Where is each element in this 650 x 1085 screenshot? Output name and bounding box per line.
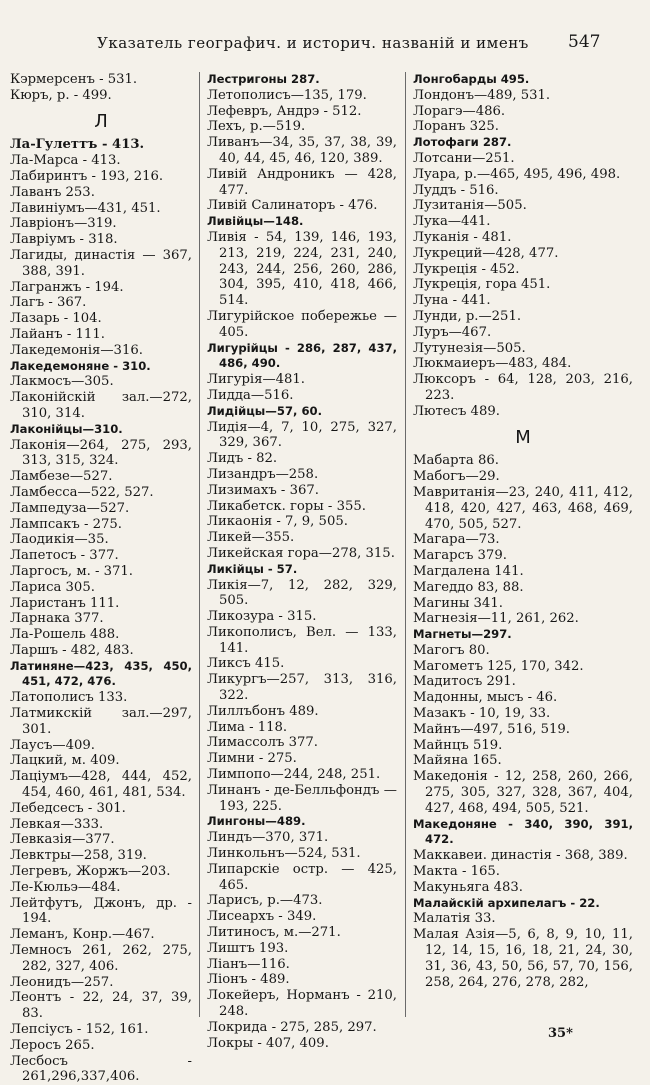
index-entry: Ларгосъ, м. - 371. <box>10 563 133 579</box>
index-entry: Локейеръ, Норманъ - 210, 248. <box>207 988 397 1020</box>
index-entry: Ликаонія - 7, 9, 505. <box>207 514 348 530</box>
index-entry: Лакмосъ—305. <box>10 374 114 390</box>
index-entry: Ліанъ—116. <box>207 956 290 972</box>
column-divider <box>405 72 406 1017</box>
index-entry: Майнцъ 519. <box>413 737 503 753</box>
index-entry: Ликургъ—257, 313, 316, 322. <box>207 672 397 704</box>
index-entry: Майяна 165. <box>413 753 502 769</box>
index-entry: Магнезія—11, 261, 262. <box>413 611 579 627</box>
index-entry: Леонидъ—257. <box>10 974 114 990</box>
index-entry: Ла-Рошель 488. <box>10 627 120 643</box>
column-divider <box>199 72 200 1017</box>
index-entry: Лавріонъ—319. <box>10 216 117 232</box>
index-entry: Македонія - 12, 258, 260, 266, 275, 305, 327, 328, 367, 404, 427, 468, 494, 505, 521. <box>413 769 633 816</box>
index-entry: Лотсани—251. <box>413 150 515 166</box>
index-entry: Литиносъ, м.—271. <box>207 925 341 941</box>
index-entry: Лукреций—428, 477. <box>413 245 559 261</box>
index-entry: Линдъ—370, 371. <box>207 830 329 846</box>
index-entry: Ликейская гора—278, 315. <box>207 545 395 561</box>
index-entry: Луддъ - 516. <box>413 182 499 198</box>
index-entry: Ламбесса—522, 527. <box>10 484 154 500</box>
index-entry: Лунди, р.—251. <box>413 308 522 324</box>
index-entry: Лесбосъ - 261,296,337,406. <box>10 1053 192 1085</box>
index-entry: Ливій Салинаторъ - 476. <box>207 198 378 214</box>
index-entry: Люксоръ - 64, 128, 203, 216, 223. <box>413 372 633 403</box>
index-entry: Ливійцы—148. <box>207 214 304 229</box>
index-entry: Лидійцы—57, 60. <box>207 403 322 418</box>
index-entry: Магарсъ 379. <box>413 548 507 564</box>
index-entry: Лазарь - 104. <box>10 311 102 327</box>
index-entry: Мавританія—23, 240, 411, 412, 418, 420, 427, 463, 468, 469, 470, 505, 527. <box>413 484 633 532</box>
index-entry: Лебедсесъ - 301. <box>10 800 126 816</box>
index-entry: Лингоны—489. <box>207 814 306 829</box>
index-entry: Луръ—467. <box>413 324 492 340</box>
index-entry: Ликополисъ, Вел. — 133, 141. <box>207 624 397 656</box>
index-entry: Лима - 118. <box>207 719 288 735</box>
index-entry: Лукреція, гора 451. <box>413 277 551 293</box>
index-entry: Лутунезія—505. <box>413 340 526 356</box>
index-entry: Лацкий, м. 409. <box>10 753 120 769</box>
index-entry: Леонтъ - 22, 24, 37, 39, 83. <box>10 990 192 1022</box>
index-entry: Магометъ 125, 170, 342. <box>413 658 584 674</box>
index-entry: Линанъ - де-Белльфондъ — 193, 225. <box>207 782 397 814</box>
index-column-3 <box>413 72 633 990</box>
index-entry: Латиняне—423, 435, 450, 451, 472, 476. <box>10 658 192 689</box>
index-entry: Малайскій архипелагъ - 22. <box>413 895 600 910</box>
index-entry: Лидія—4, 7, 10, 275, 327, 329, 367. <box>207 419 397 451</box>
index-entry: Лагиды, династія — 367, 388, 391. <box>10 247 192 279</box>
index-entry: Лидъ - 82. <box>207 451 278 467</box>
index-entry: Макуньяга 483. <box>413 879 523 895</box>
index-entry: Маккавеи. династія - 368, 389. <box>413 848 628 864</box>
index-entry: Кюръ, р. - 499. <box>10 87 112 103</box>
signature-mark: 35* <box>548 1026 573 1041</box>
index-entry: Лехъ, р.—519. <box>207 119 306 135</box>
index-entry: Кэрмерсенъ - 531. <box>10 72 138 87</box>
index-entry: Липарскіе остр. — 425, 465. <box>207 861 397 893</box>
index-entry: Луканія - 481. <box>413 229 512 245</box>
index-entry: Луара, р.—465, 495, 496, 498. <box>413 166 621 182</box>
index-entry: Ларшъ - 482, 483. <box>10 642 134 658</box>
index-entry: Ле-Кюльэ—484. <box>10 879 121 895</box>
section-letter: Л <box>94 110 108 132</box>
index-entry: Лайанъ - 111. <box>10 326 105 342</box>
index-entry: Магнеты—297. <box>413 627 512 642</box>
index-entry: Локры - 407, 409. <box>207 1035 329 1051</box>
index-entry: Лавиніумъ—431, 451. <box>10 200 161 216</box>
index-entry: Лампедуза—527. <box>10 500 130 516</box>
index-entry: Лотофаги 287. <box>413 135 512 150</box>
index-entry: Магогъ 80. <box>413 642 490 658</box>
index-entry: Лоранъ 325. <box>413 119 499 135</box>
index-entry: Лонгобарды 495. <box>413 72 530 86</box>
index-entry: Лимассолъ 377. <box>207 735 318 751</box>
index-entry: Ла-Гулеттъ - 413. <box>10 137 145 153</box>
index-entry: Лизандръ—258. <box>207 466 319 482</box>
index-entry: Ларисъ, р.—473. <box>207 893 323 909</box>
index-entry: Ла-Марса - 413. <box>10 153 121 169</box>
index-entry: Лукреція - 452. <box>413 261 520 277</box>
index-entry: Лорагэ—486. <box>413 103 506 119</box>
index-entry: Лаодикія—35. <box>10 532 109 548</box>
index-entry: Лейтфутъ, Джонъ, др. - 194. <box>10 895 192 927</box>
index-entry: Лапетосъ - 377. <box>10 548 119 564</box>
index-entry: Лука—441. <box>413 214 491 230</box>
index-entry: Лагранжъ - 194. <box>10 279 124 295</box>
index-entry: Лизимахъ - 367. <box>207 482 319 498</box>
index-entry: Ларнака 377. <box>10 611 104 627</box>
index-entry: Макта - 165. <box>413 864 500 880</box>
index-entry: Ликсъ 415. <box>207 656 285 672</box>
index-entry: Люкмаиеръ—483, 484. <box>413 356 572 372</box>
index-entry: Леманъ, Конр.—467. <box>10 927 155 943</box>
index-entry: Мабогъ—29. <box>413 469 500 485</box>
index-entry: Лигурійцы - 286, 287, 437, 486, 490. <box>207 340 397 371</box>
index-entry: Мазакъ - 10, 19, 33. <box>413 706 551 722</box>
index-entry: Лепсіусъ - 152, 161. <box>10 1022 149 1038</box>
index-entry: Ликозура - 315. <box>207 609 317 625</box>
index-entry: Македоняне - 340, 390, 391, 472. <box>413 816 633 847</box>
index-entry: Лондонъ—489, 531. <box>413 87 551 103</box>
index-entry: Левказія—377. <box>10 832 115 848</box>
index-entry: Лидда—516. <box>207 387 294 403</box>
index-entry: Лемносъ 261, 262, 275, 282, 327, 406. <box>10 943 192 974</box>
index-entry: Ликей—355. <box>207 530 295 546</box>
index-entry: Ларистанъ 111. <box>10 595 120 611</box>
index-entry: Ливій Андроникъ — 428, 477. <box>207 166 397 198</box>
running-header <box>0 32 650 58</box>
index-entry: Лиллъбонъ 489. <box>207 703 319 719</box>
index-entry: Леросъ 265. <box>10 1037 95 1053</box>
index-entry: Левктры—258, 319. <box>10 848 147 864</box>
index-entry: Лаванъ 253. <box>10 184 95 200</box>
index-entry: Лаконія—264, 275, 293, 313, 315, 324. <box>10 437 192 469</box>
index-column-1 <box>10 72 192 1085</box>
index-entry: Майнъ—497, 516, 519. <box>413 721 570 737</box>
index-entry: Магара—73. <box>413 532 500 548</box>
index-entry: Магины 341. <box>413 595 503 611</box>
index-entry: Лавріумъ - 318. <box>10 232 118 248</box>
index-entry: Лаціумъ—428, 444, 452, 454, 460, 461, 481, 534. <box>10 769 192 801</box>
index-entry: Лютесъ 489. <box>413 403 500 419</box>
index-entry: Лигурійское побережье — 405. <box>207 308 397 340</box>
index-entry: Мабарта 86. <box>413 453 499 469</box>
index-entry: Луна - 441. <box>413 293 491 309</box>
index-entry: Лаконійцы—310. <box>10 421 123 436</box>
index-entry: Лаконійскій зал.—272, 310, 314. <box>10 390 192 421</box>
index-entry: Левкая—333. <box>10 816 104 832</box>
index-entry: Магеддо 83, 88. <box>413 579 524 595</box>
index-entry: Малая Азія—5, 6, 8, 9, 10, 11, 12, 14, 15, 16, 18, 21, 24, 30, 31, 36, 43, 50, 56, 57, 70, 156, 258, 264, 276, 278, 282, <box>413 927 633 990</box>
index-entry: Летополисъ—135, 179. <box>207 87 367 103</box>
index-entry: Лимпопо—244, 248, 251. <box>207 767 381 783</box>
index-entry: Мадонны, мысъ - 46. <box>413 690 558 706</box>
index-entry: Лакедемоняне - 310. <box>10 358 151 373</box>
section-letter: М <box>515 426 531 448</box>
index-entry: Лефевръ, Андрэ - 512. <box>207 103 362 119</box>
index-entry: Латополисъ 133. <box>10 690 128 706</box>
index-entry: Ламбезе—527. <box>10 469 113 485</box>
index-entry: Лакедемонія—316. <box>10 342 143 358</box>
index-entry: Лимни - 275. <box>207 751 297 767</box>
index-entry: Магдалена 141. <box>413 563 524 579</box>
index-entry: Лиштъ 193. <box>207 940 289 956</box>
index-entry: Лузитанія—505. <box>413 198 527 214</box>
index-entry: Ливанъ—34, 35, 37, 38, 39, 40, 44, 45, 46, 120, 389. <box>207 135 397 166</box>
index-entry: Лабиринтъ - 193, 216. <box>10 168 164 184</box>
index-entry: Мадитосъ 291. <box>413 674 516 690</box>
index-entry: Локрида - 275, 285, 297. <box>207 1019 377 1035</box>
index-entry: Ликія—7, 12, 282, 329, 505. <box>207 577 397 609</box>
index-entry: Лагъ - 367. <box>10 295 87 311</box>
index-entry: Лаусъ—409. <box>10 737 95 753</box>
index-entry: Ливія - 54, 139, 146, 193, 213, 219, 224, 231, 240, 243, 244, 256, 260, 286, 304, 395, 410, 418, 466, 514. <box>207 229 397 309</box>
index-entry: Линкольнъ—524, 531. <box>207 846 361 862</box>
index-entry: Лестригоны 287. <box>207 72 320 86</box>
index-entry: Латмикскій зал.—297, 301. <box>10 706 192 737</box>
page-number: 547 <box>568 32 601 52</box>
index-entry: Легревъ, Жоржъ—203. <box>10 864 171 880</box>
index-entry: Ликійцы - 57. <box>207 561 298 576</box>
index-entry: Лампсакъ - 275. <box>10 516 122 532</box>
index-entry: Ликабетск. горы - 355. <box>207 498 366 514</box>
header-title: Указатель географич. и историч. названій и именъ <box>97 34 529 52</box>
index-entry: Лисеархъ - 349. <box>207 909 317 925</box>
index-entry: Лариса 305. <box>10 579 95 595</box>
index-entry: Лигурія—481. <box>207 372 305 388</box>
index-entry: Ліонъ - 489. <box>207 972 290 988</box>
index-column-2 <box>207 72 397 1051</box>
index-entry: Малатія 33. <box>413 911 496 927</box>
